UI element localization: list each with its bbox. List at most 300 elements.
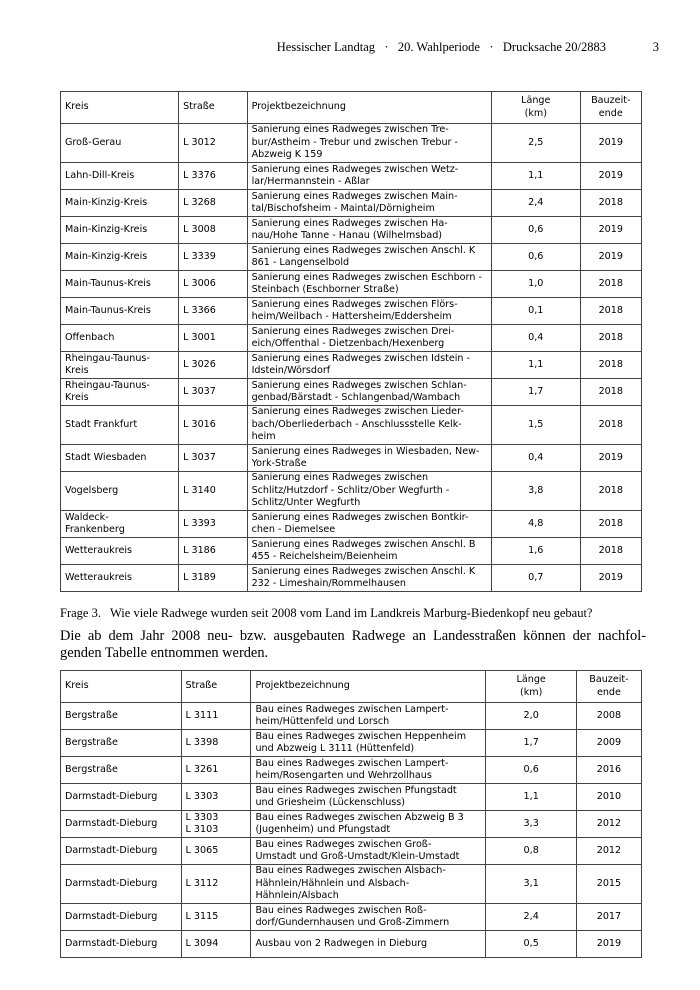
cell-bauzeitende <box>580 406 641 445</box>
cell-kreis <box>61 298 179 325</box>
cell-laenge <box>486 811 576 838</box>
cell-projekt <box>247 472 491 511</box>
cell-bauzeitende-line: 2018 <box>598 517 623 529</box>
cell-kreis-line: Wetteraukreis <box>65 571 133 583</box>
cell-projekt <box>251 931 486 958</box>
cell-strasse-line: L 3094 <box>185 937 219 949</box>
cell-strasse <box>179 298 247 325</box>
cell-bauzeitende-line: 2019 <box>598 250 623 262</box>
cell-strasse-line: L 3398 <box>185 736 219 748</box>
cell-kreis <box>61 538 179 565</box>
cell-laenge-line: 2,4 <box>528 196 544 208</box>
cell-kreis-line: Darmstadt-Dieburg <box>65 937 158 949</box>
cell-kreis-line: Frankenberg <box>65 524 125 535</box>
cell-projekt-line: (Jugenheim) und Pfungstadt <box>255 824 391 835</box>
cell-bauzeitende-line: 2016 <box>596 763 622 775</box>
cell-kreis <box>61 163 179 190</box>
cell-bauzeitende <box>580 271 641 298</box>
cell-projekt-line: und Griesheim (Lückenschluss) <box>255 797 406 808</box>
cell-projekt-line: nau/Hohe Tanne - Hanau (Wilhelmsbad) <box>251 230 443 241</box>
cell-projekt-line: Bau eines Radweges zwischen Alsbach- <box>255 865 446 877</box>
cell-laenge-line: 1,6 <box>528 544 544 556</box>
cell-projekt-line: Sanierung eines Radweges zwischen Tre- <box>251 124 449 136</box>
cell-projekt-line: dorf/Gundernhausen und Groß-Zimmern <box>255 917 450 928</box>
cell-bauzeitende-line: 2018 <box>598 484 623 496</box>
cell-kreis <box>61 217 179 244</box>
cell-strasse <box>179 538 247 565</box>
cell-projekt <box>247 217 491 244</box>
cell-projekt-line: 861 - Langenselbold <box>251 257 350 268</box>
cell-laenge <box>492 298 581 325</box>
cell-projekt-line: und Abzweig L 3111 (Hüttenfeld) <box>255 743 415 754</box>
table-row <box>61 865 642 904</box>
cell-strasse <box>179 565 247 592</box>
cell-kreis-line: Stadt Frankfurt <box>65 418 138 430</box>
cell-kreis-line: Main-Taunus-Kreis <box>65 304 151 316</box>
cell-kreis <box>61 379 179 406</box>
cell-laenge-line: 1,7 <box>528 385 544 397</box>
cell-strasse <box>181 784 251 811</box>
radweg-sanierung-table <box>60 91 642 592</box>
cell-bauzeitende-line: 2019 <box>598 136 623 148</box>
answer-line-1: Die ab dem Jahr 2008 neu- bzw. ausgebauten Radwege an Landesstraßen können der nachfol- <box>60 628 646 644</box>
question-text: Wie viele Radwege wurden seit 2008 vom Land im Landkreis Marburg-Biedenkopf neu gebaut? <box>110 606 593 620</box>
cell-laenge <box>492 379 581 406</box>
cell-laenge-line: 2,4 <box>523 910 539 922</box>
table-row <box>61 931 642 958</box>
cell-strasse <box>179 271 247 298</box>
cell-bauzeitende <box>580 352 641 379</box>
radweg-neubau-table <box>60 670 642 958</box>
cell-laenge-line: 2,0 <box>523 709 539 721</box>
column-header-bauzeit: Bauzeit- ende <box>576 671 641 703</box>
cell-strasse-line: L 3006 <box>183 277 216 289</box>
cell-projekt <box>251 784 486 811</box>
cell-strasse-line: L 3366 <box>183 304 216 316</box>
cell-laenge-line: 1,7 <box>523 736 539 748</box>
cell-kreis <box>61 352 179 379</box>
cell-projekt <box>251 865 486 904</box>
cell-kreis <box>61 190 179 217</box>
table-row <box>61 217 642 244</box>
cell-bauzeitende-line: 2019 <box>598 169 623 181</box>
table-row <box>61 511 642 538</box>
cell-bauzeitende-line: 2018 <box>598 385 623 397</box>
cell-bauzeitende-line: 2012 <box>596 817 622 829</box>
table-row <box>61 784 642 811</box>
cell-kreis-line: Offenbach <box>65 331 115 343</box>
table-row <box>61 379 642 406</box>
cell-projekt-line: bur/Astheim - Trebur und zwischen Trebur - <box>251 136 458 148</box>
cell-bauzeitende <box>576 757 641 784</box>
cell-kreis-line: Darmstadt-Dieburg <box>65 910 158 922</box>
cell-projekt <box>247 511 491 538</box>
cell-laenge-line: 1,1 <box>528 358 544 370</box>
cell-projekt-line: Sanierung eines Radweges zwischen Wetz- <box>251 163 459 175</box>
cell-projekt-line: Hähnlein/Hähnlein und Alsbach- <box>255 877 410 889</box>
cell-projekt <box>247 271 491 298</box>
cell-strasse-line: L 3016 <box>183 418 216 430</box>
cell-laenge <box>486 784 576 811</box>
cell-projekt-line: Sanierung eines Radweges zwischen <box>251 472 429 484</box>
cell-projekt-line: Sanierung eines Radweges in Wiesbaden, New- <box>251 445 480 457</box>
cell-kreis-line: Main-Kinzig-Kreis <box>65 223 148 235</box>
cell-projekt-line: Bau eines Radweges zwischen Lampert- <box>255 757 449 769</box>
cell-bauzeitende-line: 2010 <box>596 790 622 802</box>
cell-bauzeitende-line: 2018 <box>598 304 623 316</box>
cell-projekt-line: Steinbach (Eschborner Straße) <box>251 284 399 295</box>
cell-projekt-line: eich/Offenthal - Dietzenbach/Hexenberg <box>251 338 445 349</box>
page-header <box>0 40 700 60</box>
cell-bauzeitende <box>576 904 641 931</box>
cell-laenge <box>492 271 581 298</box>
cell-projekt-line: York-Straße <box>251 458 307 469</box>
table-row <box>61 163 642 190</box>
cell-strasse-line: L 3189 <box>183 571 216 583</box>
cell-kreis-line: Bergstraße <box>65 709 118 721</box>
cell-strasse-line: L 3103 <box>185 824 219 835</box>
cell-strasse <box>179 511 247 538</box>
cell-projekt-line: tal/Bischofsheim - Maintal/Dörnigheim <box>251 203 435 214</box>
table-row <box>61 565 642 592</box>
column-header-strasse: Straße <box>179 92 247 124</box>
cell-projekt <box>247 163 491 190</box>
cell-laenge <box>492 163 581 190</box>
cell-projekt <box>251 703 486 730</box>
cell-strasse <box>179 163 247 190</box>
table-row <box>61 811 642 838</box>
cell-bauzeitende <box>580 511 641 538</box>
cell-kreis <box>61 565 179 592</box>
cell-bauzeitende <box>580 298 641 325</box>
cell-strasse-line: L 3111 <box>185 709 219 721</box>
cell-laenge <box>486 703 576 730</box>
cell-strasse-line: L 3303 <box>185 811 219 823</box>
cell-strasse <box>181 811 251 838</box>
cell-laenge-line: 0,1 <box>528 304 544 316</box>
cell-laenge <box>492 244 581 271</box>
column-header-laenge: Länge (km) <box>486 671 576 703</box>
cell-laenge <box>492 445 581 472</box>
cell-kreis-line: Main-Kinzig-Kreis <box>65 196 148 208</box>
cell-laenge <box>486 865 576 904</box>
cell-projekt <box>247 190 491 217</box>
cell-projekt-line: Sanierung eines Radweges zwischen Anschl. K <box>251 244 476 256</box>
cell-kreis-line: Groß-Gerau <box>65 136 122 148</box>
cell-kreis-line: Stadt Wiesbaden <box>65 451 147 463</box>
cell-kreis <box>61 811 182 838</box>
cell-projekt <box>251 838 486 865</box>
cell-laenge-line: 0,4 <box>528 451 544 463</box>
cell-projekt-line: Sanierung eines Radweges zwischen Schlan- <box>251 379 467 391</box>
cell-strasse <box>179 472 247 511</box>
cell-projekt-line: Bau eines Radweges zwischen Groß- <box>255 838 432 850</box>
cell-strasse <box>181 838 251 865</box>
cell-projekt <box>251 904 486 931</box>
cell-kreis <box>61 271 179 298</box>
cell-bauzeitende-line: 2012 <box>596 844 622 856</box>
cell-strasse-line: L 3112 <box>185 877 219 889</box>
column-header-kreis: Kreis <box>61 671 182 703</box>
cell-projekt-line: bach/Oberliederbach - Anschlussstelle Kelk- <box>251 418 462 430</box>
table-row <box>61 538 642 565</box>
cell-bauzeitende <box>580 538 641 565</box>
cell-projekt-line: Bau eines Radweges zwischen Abzweig B 3 <box>255 811 464 823</box>
cell-kreis-line: Main-Kinzig-Kreis <box>65 250 148 262</box>
cell-strasse <box>181 730 251 757</box>
cell-projekt <box>247 406 491 445</box>
cell-projekt <box>251 757 486 784</box>
cell-projekt <box>251 811 486 838</box>
cell-kreis <box>61 445 179 472</box>
cell-laenge <box>486 904 576 931</box>
cell-projekt-line: Bau eines Radweges zwischen Pfungstadt <box>255 784 457 796</box>
cell-bauzeitende-line: 2018 <box>598 196 623 208</box>
cell-projekt-line: Sanierung eines Radweges zwischen Lieder- <box>251 406 464 418</box>
page-number: 3 <box>652 40 659 54</box>
cell-strasse <box>181 865 251 904</box>
cell-strasse <box>181 931 251 958</box>
cell-bauzeitende <box>580 217 641 244</box>
cell-projekt <box>247 298 491 325</box>
cell-laenge <box>492 538 581 565</box>
cell-projekt-line: Sanierung eines Radweges zwischen Bontkir- <box>251 511 469 523</box>
cell-projekt-line: genbad/Bärstadt - Schlangenbad/Wambach <box>251 392 461 403</box>
cell-bauzeitende-line: 2008 <box>596 709 622 721</box>
table-header-row <box>61 92 642 124</box>
table-row <box>61 190 642 217</box>
cell-projekt <box>247 445 491 472</box>
cell-strasse-line: L 3115 <box>185 910 219 922</box>
cell-projekt-line: heim/Weilbach - Hattersheim/Eddersheim <box>251 311 452 322</box>
cell-projekt-line: heim/Rosengarten und Wehrzollhaus <box>255 770 432 781</box>
cell-laenge <box>486 730 576 757</box>
cell-projekt <box>247 352 491 379</box>
cell-laenge-line: 3,1 <box>523 877 539 889</box>
cell-laenge-line: 0,7 <box>528 571 544 583</box>
cell-laenge <box>486 757 576 784</box>
cell-bauzeitende-line: 2019 <box>598 571 623 583</box>
cell-projekt-line: Sanierung eines Radweges zwischen Main- <box>251 190 458 202</box>
cell-kreis <box>61 325 179 352</box>
cell-projekt-line: lar/Hermannstein - Aßlar <box>251 176 370 187</box>
cell-laenge <box>492 190 581 217</box>
cell-bauzeitende-line: 2018 <box>598 544 623 556</box>
table-row <box>61 271 642 298</box>
cell-bauzeitende <box>576 730 641 757</box>
cell-kreis <box>61 904 182 931</box>
column-header-projekt: Projektbezeichnung <box>251 671 486 703</box>
cell-kreis-line: Wetteraukreis <box>65 544 133 556</box>
cell-projekt-line: heim <box>251 431 276 443</box>
cell-kreis-line: Darmstadt-Dieburg <box>65 790 158 802</box>
cell-projekt-line: Sanierung eines Radweges zwischen Anschl. K <box>251 565 476 577</box>
cell-laenge-line: 0,8 <box>523 844 539 856</box>
cell-projekt-line: Sanierung eines Radweges zwischen Anschl. B <box>251 538 476 550</box>
table-row <box>61 838 642 865</box>
cell-projekt-line: Sanierung eines Radweges zwischen Flörs- <box>251 298 458 310</box>
cell-strasse-line: L 3393 <box>183 517 216 529</box>
cell-bauzeitende <box>576 865 641 904</box>
cell-kreis-line: Vogelsberg <box>65 484 119 496</box>
cell-bauzeitende-line: 2018 <box>598 277 623 289</box>
cell-bauzeitende <box>580 190 641 217</box>
question <box>60 606 660 621</box>
cell-laenge-line: 1,5 <box>528 418 544 430</box>
table-row <box>61 703 642 730</box>
cell-laenge <box>492 511 581 538</box>
cell-bauzeitende-line: 2018 <box>598 358 623 370</box>
table-row <box>61 406 642 445</box>
cell-projekt-line: 232 - Limeshain/Rommelhausen <box>251 578 407 589</box>
table-row <box>61 472 642 511</box>
cell-strasse <box>179 244 247 271</box>
cell-bauzeitende-line: 2018 <box>598 331 623 343</box>
cell-kreis-line: Bergstraße <box>65 736 118 748</box>
cell-laenge <box>492 217 581 244</box>
cell-kreis-line: Waldeck- <box>65 511 109 523</box>
cell-laenge-line: 3,8 <box>528 484 544 496</box>
cell-strasse <box>179 217 247 244</box>
cell-strasse-line: L 3065 <box>185 844 219 856</box>
cell-laenge <box>486 838 576 865</box>
cell-projekt-line: Idstein/Wörsdorf <box>251 365 331 376</box>
cell-projekt <box>247 538 491 565</box>
cell-bauzeitende <box>576 811 641 838</box>
cell-laenge <box>492 406 581 445</box>
cell-strasse-line: L 3037 <box>183 451 216 463</box>
cell-kreis-line: Darmstadt-Dieburg <box>65 877 158 889</box>
cell-strasse <box>179 406 247 445</box>
cell-bauzeitende <box>576 931 641 958</box>
cell-kreis <box>61 838 182 865</box>
cell-laenge <box>492 124 581 163</box>
document-header: Hessischer Landtag · 20. Wahlperiode · Drucksache 20/2883 <box>276 40 606 54</box>
table-row <box>61 904 642 931</box>
cell-bauzeitende-line: 2018 <box>598 418 623 430</box>
cell-strasse <box>179 325 247 352</box>
cell-projekt <box>247 124 491 163</box>
cell-projekt-line: Sanierung eines Radweges zwischen Eschborn - <box>251 271 482 283</box>
cell-laenge-line: 0,6 <box>523 763 539 775</box>
cell-strasse <box>179 379 247 406</box>
question-number: Frage 3. <box>60 606 101 620</box>
cell-laenge-line: 0,5 <box>523 937 539 949</box>
cell-kreis <box>61 757 182 784</box>
cell-kreis <box>61 511 179 538</box>
cell-laenge-line: 2,5 <box>528 136 544 148</box>
cell-kreis <box>61 865 182 904</box>
cell-strasse <box>181 703 251 730</box>
column-header-laenge: Länge (km) <box>492 92 581 124</box>
cell-projekt-line: 455 - Reichelsheim/Beienheim <box>251 551 398 562</box>
cell-projekt-line: Umstadt und Groß-Umstadt/Klein-Umstadt <box>255 851 460 862</box>
cell-strasse-line: L 3012 <box>183 136 216 148</box>
cell-kreis <box>61 124 179 163</box>
cell-bauzeitende <box>580 163 641 190</box>
cell-bauzeitende-line: 2019 <box>598 223 623 235</box>
cell-projekt-line: chen - Diemelsee <box>251 524 336 535</box>
cell-laenge-line: 0,4 <box>528 331 544 343</box>
table-row <box>61 298 642 325</box>
cell-projekt <box>247 244 491 271</box>
cell-kreis <box>61 472 179 511</box>
cell-strasse <box>181 757 251 784</box>
cell-kreis <box>61 703 182 730</box>
table-row <box>61 445 642 472</box>
cell-kreis-line: Kreis <box>65 365 89 376</box>
cell-strasse-line: L 3303 <box>185 790 219 802</box>
column-header-projekt: Projektbezeichnung <box>247 92 491 124</box>
column-header-kreis: Kreis <box>61 92 179 124</box>
table-row <box>61 244 642 271</box>
cell-kreis <box>61 931 182 958</box>
cell-bauzeitende-line: 2017 <box>596 910 622 922</box>
cell-projekt <box>247 325 491 352</box>
cell-kreis-line: Main-Taunus-Kreis <box>65 277 151 289</box>
table-row <box>61 352 642 379</box>
cell-kreis-line: Lahn-Dill-Kreis <box>65 169 135 181</box>
cell-projekt-line: Abzweig K 159 <box>251 149 323 161</box>
cell-strasse-line: L 3376 <box>183 169 216 181</box>
cell-laenge <box>492 325 581 352</box>
answer-line-2: genden Tabelle entnommen werden. <box>60 645 269 661</box>
cell-bauzeitende-line: 2019 <box>596 937 622 949</box>
cell-bauzeitende <box>580 244 641 271</box>
cell-strasse-line: L 3037 <box>183 385 216 397</box>
cell-bauzeitende <box>576 784 641 811</box>
cell-bauzeitende <box>580 472 641 511</box>
cell-strasse <box>179 190 247 217</box>
cell-laenge-line: 0,6 <box>528 223 544 235</box>
cell-kreis <box>61 406 179 445</box>
cell-projekt-line: Ausbau von 2 Radwegen in Dieburg <box>255 937 428 949</box>
cell-projekt-line: Schlitz/Unter Wegfurth <box>251 497 361 509</box>
table-row <box>61 124 642 163</box>
cell-strasse-line: L 3140 <box>183 484 216 496</box>
cell-laenge-line: 1,1 <box>523 790 539 802</box>
cell-laenge <box>492 565 581 592</box>
cell-strasse-line: L 3268 <box>183 196 216 208</box>
cell-bauzeitende-line: 2015 <box>596 877 622 889</box>
table-row <box>61 325 642 352</box>
cell-kreis-line: Darmstadt-Dieburg <box>65 844 158 856</box>
cell-laenge-line: 3,3 <box>523 817 539 829</box>
column-header-strasse: Straße <box>181 671 251 703</box>
column-header-bauzeit: Bauzeit- ende <box>580 92 641 124</box>
cell-strasse <box>179 352 247 379</box>
cell-projekt <box>251 730 486 757</box>
cell-projekt <box>247 379 491 406</box>
cell-bauzeitende <box>576 838 641 865</box>
cell-kreis-line: Rheingau-Taunus- <box>65 379 150 391</box>
cell-strasse-line: L 3261 <box>185 763 219 775</box>
table-row <box>61 757 642 784</box>
cell-strasse-line: L 3186 <box>183 544 216 556</box>
cell-projekt-line: Bau eines Radweges zwischen Lampert- <box>255 703 449 715</box>
cell-projekt-line: Sanierung eines Radweges zwischen Ha- <box>251 217 448 229</box>
cell-strasse-line: L 3008 <box>183 223 216 235</box>
cell-laenge <box>492 472 581 511</box>
cell-laenge-line: 1,0 <box>528 277 544 289</box>
cell-kreis <box>61 784 182 811</box>
cell-projekt-line: Bau eines Radweges zwischen Heppenheim <box>255 730 467 742</box>
cell-bauzeitende-line: 2009 <box>596 736 622 748</box>
table-row <box>61 730 642 757</box>
cell-projekt-line: Hähnlein/Alsbach <box>255 890 339 902</box>
table-header-row <box>61 671 642 703</box>
cell-strasse <box>179 445 247 472</box>
